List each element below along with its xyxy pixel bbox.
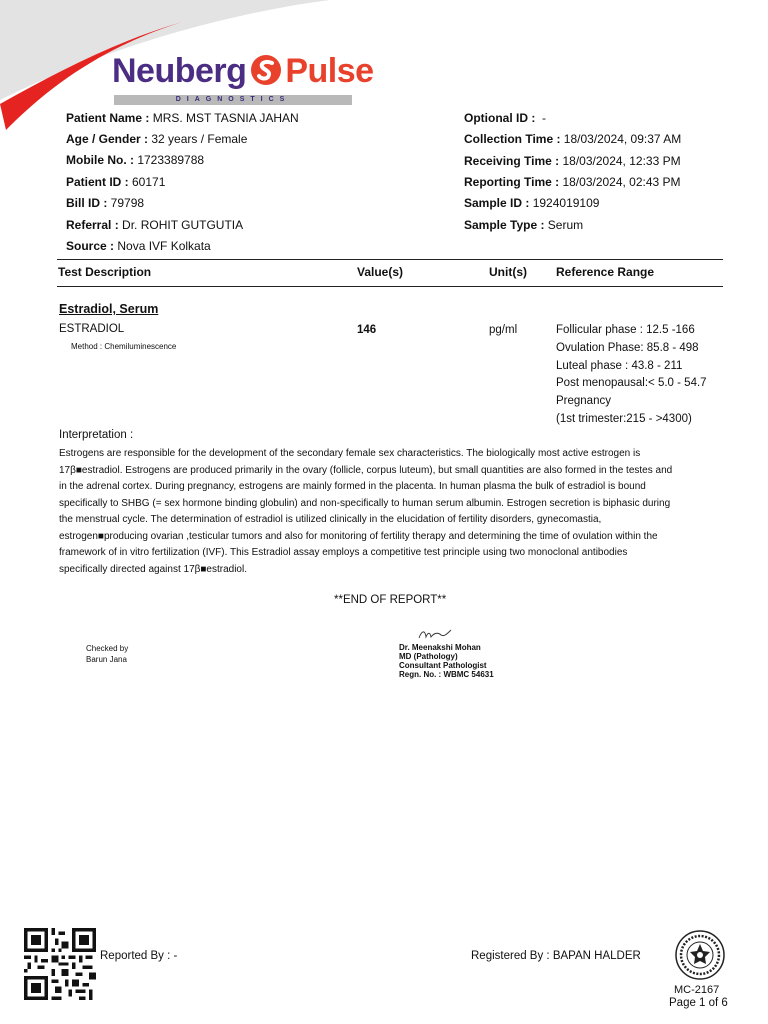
interpretation-line: 17β■estradiol. Estrogens are produced primarily in the ovary (follicle, corpus luteum), but small quantities are also formed in the testes and	[59, 464, 673, 476]
field-value: 32 years / Female	[148, 132, 248, 146]
reference-line: Luteal phase : 43.8 - 211	[556, 359, 683, 372]
table-header-rule	[57, 286, 723, 287]
field-value: Nova IVF Kolkata	[114, 239, 211, 253]
doctor-line: Regn. No. : WBMC 54631	[399, 670, 494, 679]
referral-field	[66, 218, 243, 232]
field-label: Referral :	[66, 218, 119, 232]
field-label: Sample ID :	[464, 196, 530, 210]
patient-id-field	[66, 175, 165, 189]
table-top-rule	[57, 259, 723, 260]
col-header-values: Value(s)	[357, 265, 404, 279]
registered-by: Registered By : BAPAN HALDER	[471, 950, 641, 962]
test-unit: pg/ml	[489, 324, 518, 336]
age-gender-field	[66, 132, 247, 146]
reference-line: Follicular phase : 12.5 -166	[556, 324, 695, 336]
reference-line: Pregnancy	[556, 395, 611, 408]
checked-by-block	[86, 643, 128, 665]
field-value: -	[535, 111, 546, 125]
field-label: Receiving Time :	[464, 154, 560, 168]
interpretation-line: Estrogens are responsible for the development of the secondary female sex characteristics. The biologically most active estrogen is	[59, 448, 641, 459]
test-name: ESTRADIOL	[59, 323, 125, 335]
reference-line: Post menopausal:< 5.0 - 54.7	[556, 377, 707, 390]
sample-type-field	[464, 218, 583, 232]
interpretation-line: the menstrual cycle. The determination of estradiol is utilized clinically in the elucidation of fertility disorders, gynecomastia,	[59, 514, 602, 525]
interpretation-line: specifically directed against 17β■estradiol.	[59, 563, 247, 575]
test-method: Method : Chemiluminescence	[71, 342, 177, 351]
brand-logo	[112, 52, 374, 96]
field-label: Optional ID :	[464, 111, 536, 125]
interpretation-text	[59, 446, 719, 578]
field-label: Bill ID :	[66, 196, 108, 210]
brand-name-part1: Neuberg	[112, 52, 247, 90]
mobile-field	[66, 153, 204, 167]
field-label: Patient ID :	[66, 175, 129, 189]
reporting-time-field	[464, 175, 681, 189]
field-value: MRS. MST TASNIA JAHAN	[149, 111, 299, 125]
doctor-line: Consultant Pathologist	[399, 661, 487, 670]
field-value: 18/03/2024, 09:37 AM	[560, 132, 682, 146]
field-label: Mobile No. :	[66, 153, 134, 167]
interpretation-line: framework of in vitro fertilization (IVF). This Estradiol assay employs a competitive test principle using two monoclonal antibodies	[59, 547, 628, 558]
reported-by: Reported By : -	[100, 950, 178, 962]
patient-name-field	[66, 111, 299, 125]
optional-id-field	[464, 111, 546, 125]
field-value: 79798	[107, 196, 145, 210]
reference-range	[556, 322, 707, 429]
page-number: Page 1 of 6	[669, 997, 728, 1009]
doctor-signature	[417, 626, 453, 642]
doctor-line: Dr. Meenakshi Mohan	[399, 643, 481, 652]
field-value: 1924019109	[529, 196, 600, 210]
field-value: Dr. ROHIT GUTGUTIA	[118, 218, 244, 232]
col-header-units: Unit(s)	[489, 265, 527, 279]
bill-id-field	[66, 196, 144, 210]
doctor-line: MD (Pathology)	[399, 652, 458, 661]
source-field	[66, 239, 211, 253]
interpretation-title: Interpretation :	[59, 429, 134, 441]
doctor-block	[399, 643, 494, 679]
field-value: 1723389788	[134, 153, 205, 167]
sample-id-field	[464, 196, 599, 210]
field-label: Reporting Time :	[464, 175, 560, 189]
field-value: 18/03/2024, 12:33 PM	[559, 154, 681, 168]
reference-line: (1st trimester:215 - >4300)	[556, 412, 692, 425]
field-label: Source :	[66, 239, 115, 253]
field-value: Serum	[544, 218, 584, 232]
interpretation-line: specifically to SHBG (= sex hormone binding globulin) and non-specifically to human serum albumin. Estrogen secretion is biphasic during	[59, 497, 671, 509]
interpretation-line: estrogen■producing ovarian ,testicular tumors and also for monitoring of fertility therapy and determining the time of ovulation within the	[59, 530, 658, 542]
end-of-report: **END OF REPORT**	[334, 594, 447, 606]
checked-by-label: Checked by	[86, 644, 129, 653]
col-header-description: Test Description	[58, 265, 152, 279]
field-value: 60171	[128, 175, 166, 189]
accreditation-seal-icon	[668, 930, 732, 986]
checked-by-name: Barun Jana	[86, 655, 127, 664]
brand-s-icon	[251, 55, 281, 85]
col-header-reference: Reference Range	[556, 265, 655, 279]
seal-code: MC-2167	[674, 984, 720, 996]
field-label: Collection Time :	[464, 132, 561, 146]
field-label: Age / Gender :	[66, 132, 149, 146]
test-value: 146	[357, 324, 377, 336]
field-label: Sample Type :	[464, 218, 545, 232]
brand-tagline: DIAGNOSTICS	[114, 95, 352, 105]
section-title: Estradiol, Serum	[59, 302, 159, 316]
field-value: 18/03/2024, 02:43 PM	[559, 175, 681, 189]
collection-time-field	[464, 132, 681, 146]
field-label: Patient Name :	[66, 111, 150, 125]
receiving-time-field	[464, 154, 681, 168]
reference-line: Ovulation Phase: 85.8 - 498	[556, 341, 699, 354]
interpretation-line: in the adrenal cortex. During pregnancy, estrogens are mainly formed in the placenta. In human plasma the bulk of estradiol is bound	[59, 481, 646, 492]
qr-code-icon	[24, 928, 96, 1000]
brand-name-part2: Pulse	[285, 52, 374, 90]
